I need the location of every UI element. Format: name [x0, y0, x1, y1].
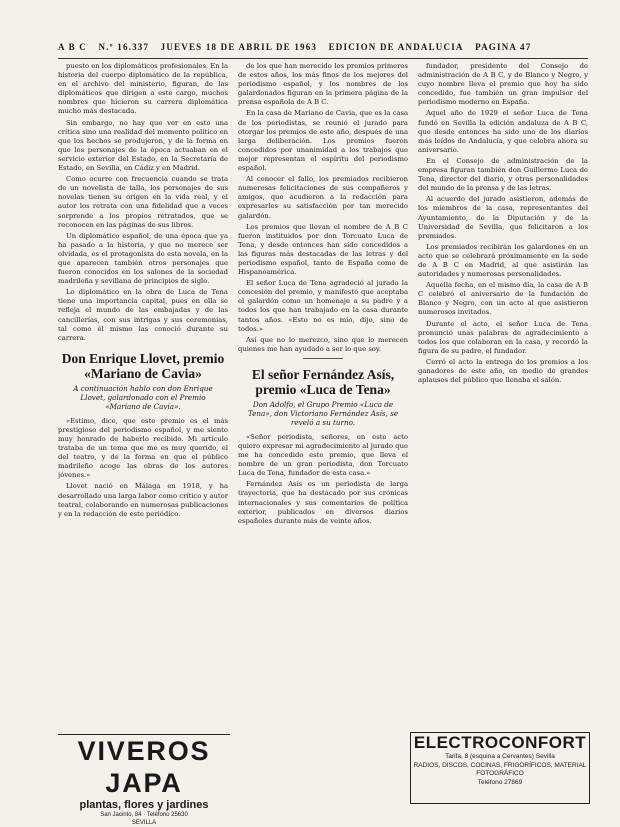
paragraph: Durante el acto, el señor Luca de Tena pronunció unas palabras de agradecimiento a todos los que colaboran en la casa, y recordó la figura de su padre, el fundador.: [418, 319, 588, 355]
paragraph: «Señor periodista, señores, en este acto quiero expresar mi agradecimiento al jurado que me ha concedido este premio, que lleva el nombre de un gran periodista, don Torcuato Luca de Tena, fundador de esta casa.»: [238, 432, 408, 478]
ad-electro-products: RADIOS, DISCOS, COCINAS, FRIGORÍFICOS, MATERIAL FOTOGRÁFICO: [413, 761, 587, 777]
paragraph: fundador, presidente del Consejo de administración de A B C, y de Blanco y Negro, y cuyo nombre lleva el premio que hoy ha sido concedido, fue también un gran impulsor del periodismo moderno en España.: [418, 62, 588, 107]
paragraph: Como ocurre con frecuencia cuando se trata de un novelista de talla, los personajes de sus novelas tienen su origen en la vida real, y el autor los retrata con una fidelidad que a veces sorprende a los propios retratados, que se reconocen en las páginas de sus libros.: [58, 175, 228, 229]
ad-viveros-city: SEVILLA: [131, 820, 157, 826]
paragraph: El señor Luca de Tena agradeció al jurado la concesión del premio, y manifestó que aceptaba el galardón como un homenaje a su padre y a todos los que han trabajado en la casa durante tantos años. «Esto no es mío, dijo, sino de todos.»: [238, 279, 408, 333]
ad-viveros-address: San Jacinto, 84 · Teléfono 25630: [100, 812, 188, 818]
ad-electroconfort: [410, 732, 590, 804]
paragraph: Un diplomático español, de una época que ya ha pasado a la historia, y que no merece ser olvidada, es el protagonista de esta novela, en la que aparecen también otros personajes que fueron conocidos en los salones de la sociedad madrileña y sevillana de principios de siglo.: [58, 231, 228, 286]
paragraph: Aquel año de 1929 el señor Luca de Tena fundó en Sevilla la edición andaluza de A B C, que desde entonces ha sido uno de los diarios más leídos de Andalucía, y que celebra ahora su aniversario.: [418, 109, 588, 154]
paragraph: Los premiados recibirán los galardones en un acto que se celebrará próximamente en la sede de A B C en Madrid, al que asistirán las autoridades y numerosas personalidades.: [418, 242, 588, 279]
page-header: [58, 42, 588, 59]
paragraph: puesto en los diplomáticos profesionales. En la historia del cuerpo diplomático de la república, en el archivo del ministerio, figuran, de las diplomáticos que dirigen a este cargo, muchos nombres que hicieron su carrera diplomática mucho más destacada.: [58, 62, 228, 116]
ad-viveros-tagline: plantas, flores y jardines: [79, 799, 209, 811]
paragraph: En la casa de Mariano de Cavia, que es la casa de los periodistas, se reunió el jurado para otorgar los premios de este año, después de una larga deliberación. Los premios fueron concedidos por unanimidad a los trabajos que mejor representan el espíritu del periodismo español.: [238, 109, 408, 173]
column-2: [238, 62, 408, 789]
paragraph: «Estimo, dice, que este premio es el más prestigioso del periodismo español, y me siento muy honrado de haberlo recibido. Mi artículo trataba de un tema que me es muy querido, el del teatro, y de la forma en que el público madrileño acoge las obras de los autores jóvenes.»: [58, 416, 228, 480]
edition-name: EDICION DE ANDALUCIA: [328, 42, 464, 52]
paragraph: Así que no lo merezco, sino que lo merecen quienes me han ayudado a ser lo que soy.: [238, 335, 408, 353]
page-number: PAGINA 47: [475, 42, 532, 52]
ad-electro-address: Tarifa, 8 (esquina a Cervantes) Sevilla: [445, 753, 555, 760]
paragraph: Cerró el acto la entrega de los premios a los ganadores de este año, en medio de grandes aplausos del público que llenaba el salón.: [418, 357, 588, 385]
paragraph: Llovet nació en Málaga en 1918, y ha desarrollado una larga labor como crítico y autor teatral, colaborando en numerosas publicaciones y en la redacción de este periódico.: [58, 482, 228, 518]
paragraph: Aquella fecha, en el mismo día, la casa de A B C celebró el aniversario de la fundación de Blanco y Negro, con un acto al que asistieron numerosos invitados.: [418, 281, 588, 317]
paragraph: Los premios que llevan el nombre de A B C fueron instituidos por don Torcuato Luca de Tena, y desde entonces han sido concedidos a las figuras más destacadas de las letras y del periodismo español, tanto de España como de Hispanoamérica.: [238, 222, 408, 277]
paragraph: Fernández Asís es un periodista de larga trayectoria, que ha destacado por sus crónicas internacionales y sus comentarios de política exterior, publicados en diversos diarios españoles durante más de veinte años.: [238, 480, 408, 525]
headline-fernandez-asis: El señor Fernández Asís, premio «Luca de Tena»: [251, 366, 395, 397]
ad-electro-phone: Teléfono 27869: [477, 778, 523, 786]
issue-date: JUEVES 18 DE ABRIL DE 1963: [160, 42, 318, 52]
paper-name: A B C: [58, 42, 88, 52]
ad-viveros-name: VIVEROS JAPA: [77, 736, 211, 798]
paragraph: Al acuerdo del jurado asistieron, además de los miembros de la casa, representantes del Ayuntamiento, de la Diputación y de la Universidad de Sevilla, que felicitaron a los premiados.: [418, 195, 588, 240]
ad-viveros-japa: [58, 734, 230, 826]
paragraph: de los que han merecido los premios primeros de estos años, los más finos de los mejores del periodismo español, y los nombres de los galardonados figuran en la primera página de la prensa española de A B C.: [238, 62, 408, 107]
subhead-llovet: A continuación hablo con don Enrique Llovet, galardonado con el Premio «Mariano de Cavia».: [73, 383, 213, 411]
subhead-fernandez-asis: Don Adolfo, el Grupo Premio «Luca de Tena», don Victoriano Fernández Asís, se reveló a su turno.: [247, 399, 399, 427]
ad-electro-name: ELECTROCONFORT: [413, 733, 587, 752]
paragraph: Lo diplomático en la obra de Luca de Tena tiene una importancia capital, pues en ella se refleja el mundo de las embajadas y de las cancillerías, con sus intrigas y sus ceremonias, tal como él mismo las conoció durante su carrera.: [58, 288, 228, 342]
issue-number: N.º 16.337: [98, 42, 150, 52]
headline-llovet: Don Enrique Llovet, premio «Mariano de Cavia»: [61, 350, 225, 381]
column-3: [418, 62, 588, 789]
column-1: [58, 62, 228, 789]
paragraph: En el Consejo de administración de la empresa figuran también don Guillermo Luca de Tena, director del diario, y otras personalidades del mundo de la prensa y de las letras.: [418, 156, 588, 193]
paragraph: Al conocer el fallo, los premiados recibieron numerosas felicitaciones de sus compañeros y amigos, que acudieron a la redacción para expresarles su satisfacción por tan merecido galardón.: [238, 175, 408, 220]
paragraph: Sin embargo, no hay que ver en esto una crítica sino una realidad del momento político en que los hechos se produjeron, y de la forma en que los personajes de la época actuaban en el servicio exterior del Estado, en la Secretaría de Estado, en Sevilla, en Cádiz y en Madrid.: [58, 118, 228, 173]
divider: [303, 358, 343, 359]
